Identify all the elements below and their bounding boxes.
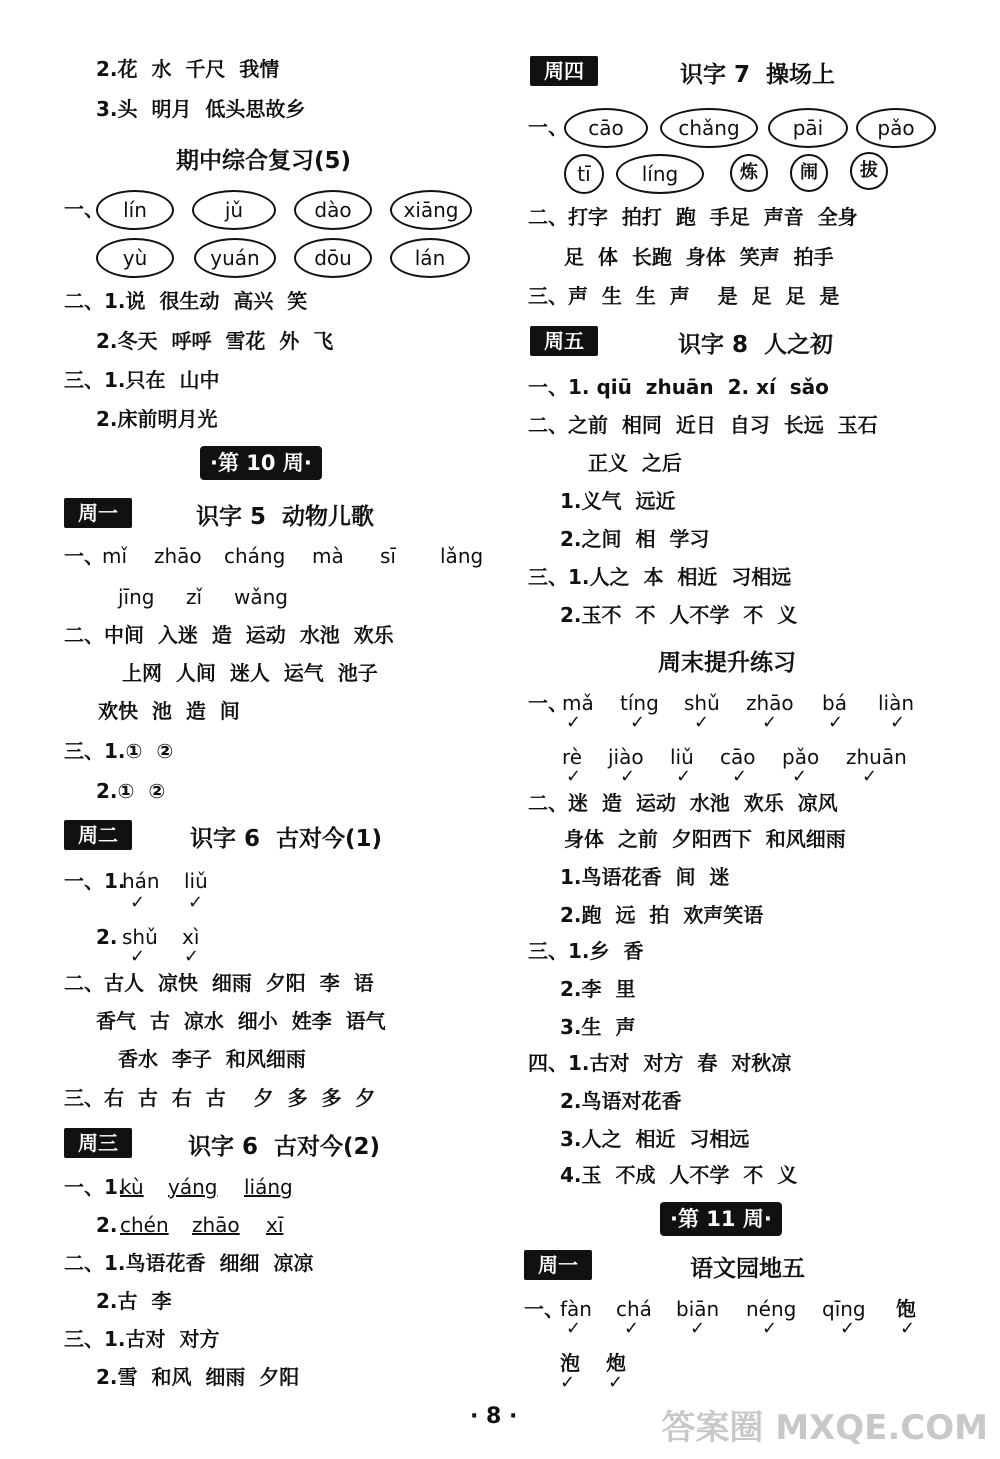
check-mark: ✓ [690,1318,706,1339]
answer-line-prefix: 一、 [524,1297,564,1321]
answer-char: 炮 [606,1351,626,1375]
pinyin-oval: yù [96,238,174,278]
check-mark: ✓ [630,712,646,733]
pinyin-oval: líng [616,154,704,194]
answer-line: 三、声 生 生 声 是 足 足 是 [528,284,840,308]
pinyin-item: qīng [822,1297,866,1321]
pinyin-item: cháng [224,544,286,568]
pinyin-oval: dōu [294,238,372,278]
pinyin-item: chá [616,1297,652,1321]
check-mark: ✓ [566,712,582,733]
answer-line: 二、打字 拍打 跑 手足 声音 全身 [528,205,858,229]
answer-line-prefix: 一、 [64,197,104,221]
answer-line: 2.李 里 [560,977,636,1001]
lesson-title: 识字 7 操场上 [680,62,836,88]
answer-line: 2.之间 相 学习 [560,527,710,551]
lesson-title: 识字 6 古对今(2) [188,1134,381,1160]
answer-line: 二、1.鸟语花香 细细 凉凉 [64,1251,314,1275]
check-mark: ✓ [620,766,636,787]
lesson-title: 识字 8 人之初 [678,332,834,358]
section-title: 周末提升练习 [658,650,796,676]
pinyin-item: jiào [608,745,644,769]
check-mark: ✓ [188,892,204,913]
answer-line: 1.义气 远近 [560,489,676,513]
answer-line: 二、古人 凉快 细雨 夕阳 李 语 [64,971,374,995]
pinyin-item: biān [676,1297,720,1321]
pinyin-oval: lín [96,190,174,230]
answer-line: 身体 之前 夕阳西下 和风细雨 [564,827,846,851]
answer-line: 2.跑 远 拍 欢声笑语 [560,903,764,927]
pinyin-item: liáng [244,1175,293,1199]
answer-line: 二、之前 相同 近日 自习 长远 玉石 [528,413,878,437]
pinyin-item: liǔ [670,745,694,769]
answer-line: 2.① ② [96,779,166,803]
pinyin-item: shǔ [122,925,158,949]
check-mark: ✓ [130,892,146,913]
pinyin-item: tíng [620,691,659,715]
check-mark: ✓ [840,1318,856,1339]
answer-line: 2.雪 和风 细雨 夕阳 [96,1365,300,1389]
answer-char: 泡 [560,1351,580,1375]
answer-line: 足 体 长跑 身体 笑声 拍手 [564,245,834,269]
pinyin-item: zhāo [154,544,202,568]
answer-line: 上网 人间 迷人 运气 池子 [122,661,378,685]
answer-line: 正义 之后 [588,451,682,475]
pinyin-item: lǎng [440,544,484,568]
answer-line: 2.古 李 [96,1289,172,1313]
answer-line: 二、迷 造 运动 水池 欢乐 凉风 [528,791,838,815]
pinyin-item: jīng [118,585,155,609]
pinyin-oval: yuán [194,238,276,278]
pinyin-item: hán [122,869,160,893]
lesson-title: 识字 6 古对今(1) [190,826,383,852]
pinyin-item: fàn [560,1297,592,1321]
pinyin-oval: lán [390,238,470,278]
pinyin-item: xì [182,925,200,949]
check-mark: ✓ [828,712,844,733]
day-label: 周一 [64,498,132,528]
answer-line: 2.鸟语对花香 [560,1089,682,1113]
pinyin-item: yáng [168,1175,218,1199]
check-mark: ✓ [184,946,200,967]
pinyin-item: mà [312,544,344,568]
week-banner: ·第 11 周· [660,1202,782,1236]
answer-line: 三、1.① ② [64,739,174,763]
pinyin-item: mǐ [102,544,128,568]
pinyin-item: pǎo [782,745,820,769]
check-mark: ✓ [676,766,692,787]
pinyin-item: zhāo [192,1213,240,1237]
pinyin-oval: cāo [564,108,648,148]
check-mark: ✓ [762,1318,778,1339]
answer-line: 一、1. qiū zhuān 2. xí sǎo [528,375,829,399]
check-mark: ✓ [732,766,748,787]
answer-line-prefix: 一、 [528,115,568,139]
answer-line-prefix: 一、 [528,691,568,715]
answer-line-prefix: 2. [96,1213,118,1237]
character-circle: 拔 [850,152,888,190]
check-mark: ✓ [130,946,146,967]
answer-line: 二、1.说 很生动 高兴 笑 [64,289,308,313]
answer-line: 2.花 水 千尺 我情 [96,57,280,81]
answer-line: 2.床前明月光 [96,407,218,431]
pinyin-item: zhuān [846,745,907,769]
day-label: 周五 [530,326,598,356]
pinyin-item: chén [120,1213,169,1237]
pinyin-item: rè [562,745,583,769]
pinyin-item: cāo [720,745,756,769]
answer-line-prefix: 一、 [64,544,104,568]
answer-line: 香水 李子 和风细雨 [118,1047,306,1071]
lesson-title: 识字 5 动物儿歌 [196,504,375,530]
pinyin-item: xī [266,1213,284,1237]
answer-line: 1.鸟语花香 间 迷 [560,865,730,889]
answer-line: 香气 古 凉水 细小 姓李 语气 [96,1009,386,1033]
pinyin-item: zǐ [186,585,203,609]
check-mark: ✓ [900,1318,916,1339]
pinyin-item: wǎng [234,585,288,609]
answer-line: 3.头 明月 低头思故乡 [96,97,306,121]
answer-line: 三、1.古对 对方 [64,1327,220,1351]
pinyin-item: bá [822,691,847,715]
check-mark: ✓ [762,712,778,733]
answer-line: 三、1.人之 本 相近 习相远 [528,565,792,589]
pinyin-oval: dào [294,190,372,230]
answer-line: 欢快 池 造 间 [98,699,240,723]
answer-line: 三、1.只在 山中 [64,368,220,392]
check-mark: ✓ [560,1372,576,1393]
answer-line-prefix: 一、1. [64,869,126,893]
check-mark: ✓ [862,766,878,787]
check-mark: ✓ [566,1318,582,1339]
check-mark: ✓ [566,766,582,787]
pinyin-item: néng [746,1297,797,1321]
pinyin-item: sī [380,544,396,568]
answer-line: 二、中间 入迷 造 运动 水池 欢乐 [64,623,394,647]
answer-line: 2.玉不 不 人不学 不 义 [560,603,798,627]
pinyin-oval: pǎo [856,108,936,148]
character-circle: 炼 [730,154,768,192]
pinyin-item: shǔ [684,691,720,715]
answer-line: 四、1.古对 对方 春 对秋凉 [528,1051,792,1075]
character-circle: 闹 [790,154,828,192]
check-mark: ✓ [608,1372,624,1393]
pinyin-oval: tī [564,154,604,194]
pinyin-oval: pāi [768,108,848,148]
pinyin-item: kù [120,1175,144,1199]
pinyin-item: liàn [878,691,915,715]
pinyin-oval: jǔ [192,190,276,230]
check-mark: ✓ [694,712,710,733]
page-number: · 8 · [470,1404,518,1429]
answer-line: 3.人之 相近 习相远 [560,1127,750,1151]
answer-char: 饱 [896,1297,916,1321]
answer-line: 4.玉 不成 人不学 不 义 [560,1163,798,1187]
section-title: 期中综合复习(5) [176,148,352,174]
pinyin-oval: xiāng [390,190,472,230]
week-banner: ·第 10 周· [200,446,322,480]
day-label: 周二 [64,820,132,850]
day-label: 周四 [530,56,598,86]
check-mark: ✓ [624,1318,640,1339]
pinyin-item: zhāo [746,691,794,715]
watermark: 答案圈 MXQE.COM [661,1408,988,1448]
pinyin-item: liǔ [184,869,208,893]
check-mark: ✓ [890,712,906,733]
day-label: 周一 [524,1250,592,1280]
answer-line: 三、右 古 右 古 夕 多 多 夕 [64,1086,376,1110]
answer-line-prefix: 2. [96,925,118,949]
answer-line: 3.生 声 [560,1015,636,1039]
day-label: 周三 [64,1128,132,1158]
pinyin-item: mǎ [562,691,594,715]
check-mark: ✓ [792,766,808,787]
pinyin-oval: chǎng [660,108,758,148]
answer-line-prefix: 一、1. [64,1175,126,1199]
lesson-title: 语文园地五 [690,1256,805,1282]
answer-line: 2.冬天 呼呼 雪花 外 飞 [96,329,334,353]
answer-line: 三、1.乡 香 [528,939,644,963]
